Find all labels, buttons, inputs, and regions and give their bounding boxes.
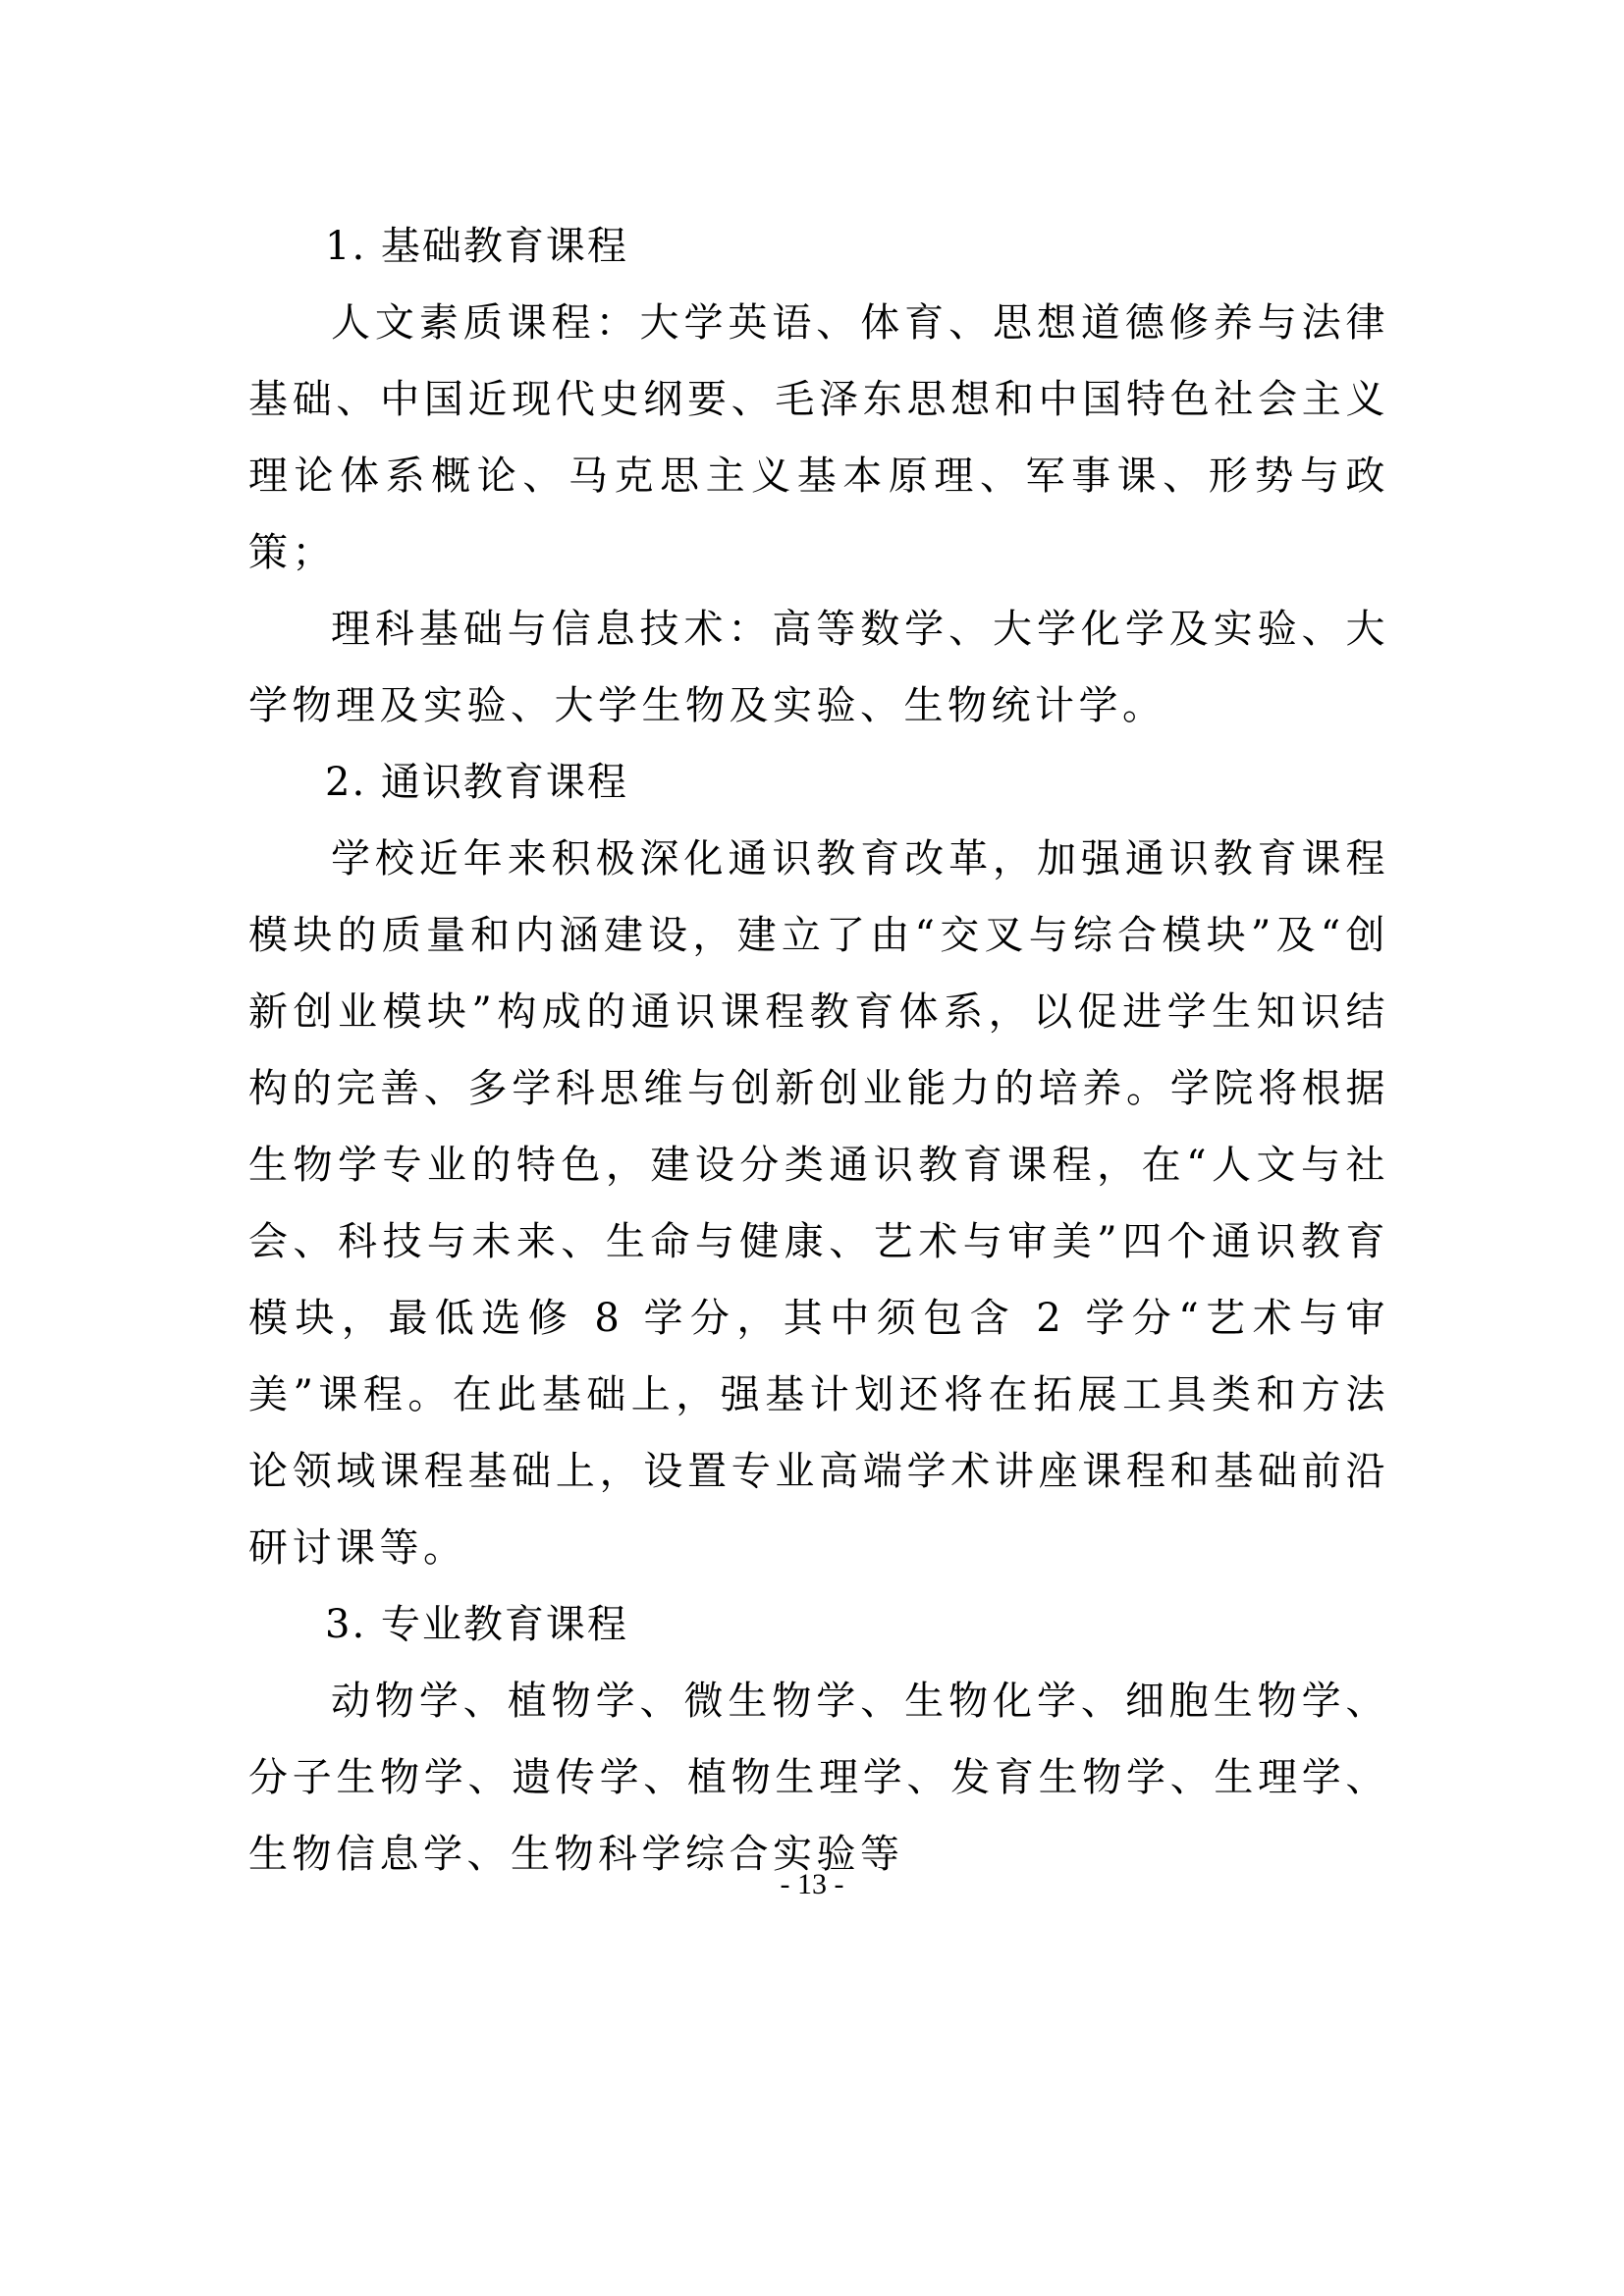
paragraph-general-education: 学校近年来积极深化通识教育改革，加强通识教育课程模块的质量和内涵建设，建立了由“交叉与综合模块”及“创新创业模块”构成的通识课程教育体系，以促进学生知识结构的完善、多学科思维与创新创业能力的培养。学院将根据生物学专业的特色，建设分类通识教育课程，在“人文与社会、科技与未来、生命与健康、艺术与审美”四个通识教育模块，最低选修 8 学分，其中须包含 2 学分“艺术与审美”课程。在此基础上，强基计划还将在拓展工具类和方法论领域课程基础上，设置专业高端学术讲座课程和基础前沿研讨课等。 [248,836,1389,1571]
section-heading-general-education: 2. 通识教育课程 [325,760,628,805]
page-body [248,208,1389,1893]
paragraph-professional-courses: 动物学、植物学、微生物学、生物化学、细胞生物学、分子生物学、遗传学、植物生理学、发育生物学、生理学、生物信息学、生物科学综合实验等 [248,1679,1389,1877]
paragraph-science-it-courses: 理科基础与信息技术：高等数学、大学化学及实验、大学物理及实验、大学生物及实验、生物统计学。 [248,607,1389,728]
page-number: - 13 - [780,1868,844,1900]
section-heading-professional-education: 3. 专业教育课程 [325,1602,628,1647]
paragraph-humanities-courses: 人文素质课程：大学英语、体育、思想道德修养与法律基础、中国近现代史纲要、毛泽东思想和中国特色社会主义理论体系概论、马克思主义基本原理、军事课、形势与政策； [248,300,1389,575]
section-heading-basic-education: 1. 基础教育课程 [325,224,628,269]
